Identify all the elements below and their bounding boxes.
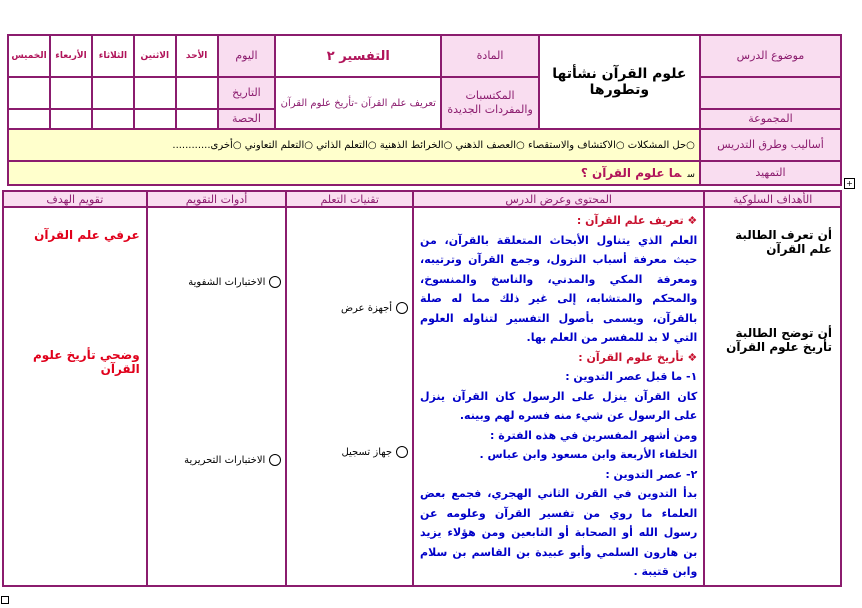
content-para-5: بدأ التدوين في القرن الثاني الهجري، فجمع بعض العلماء ما روي من تفسير القرآن وعلومه عن رسول الله أو الصحابة أو التابعين ومن هؤلاء يزيد بن هارون السلمي وأبو عبيدة بن القاسم بن سلام وابن قتيبة . [420,487,698,578]
period-label: الحصة [218,109,276,129]
tool-1-label: الاختبارات الشفوية [188,276,266,288]
col-eval-header: تقويم الهدف [3,191,147,207]
methods-label: أساليب وطرق التدريس [700,129,841,161]
topic-spacer [700,77,841,109]
eval-2: وضحي تأريخ علوم القرآن [33,348,140,376]
tools-cell [147,207,287,586]
day-label: اليوم [218,35,276,77]
tool-2-radio-icon[interactable] [269,454,281,466]
tech-1-label: أجهزة عرض [340,302,393,314]
content-para-3: ومن أشهر المفسرين في هذه الفترة : [489,428,698,442]
tool-1-radio-icon[interactable] [269,276,281,288]
eval-cell [3,207,147,586]
paragraph-mark [1,596,9,604]
subject-label: المادة [441,35,539,77]
day-thursday: الخميس [8,35,50,77]
date-cell-1[interactable] [176,77,218,109]
period-cell-2[interactable] [134,109,176,129]
content-subheading-1: ١- ما قبل عصر التدوين : [565,370,698,383]
content-heading-history: ❖ تأريخ علوم القرآن : [578,350,698,364]
tech-option-1[interactable] [341,302,408,314]
lesson-title: علوم القرآن نشأتها وتطورها [539,35,700,129]
period-cell-5[interactable] [8,109,50,129]
col-tech-header: تقنيات التعلم [286,191,413,207]
intro-prefix: س [687,170,695,180]
lesson-plan-table [2,190,842,587]
intro-label: التمهيد [700,161,841,185]
goal-2: أن توضح الطالبة تأريخ علوم القرآن [726,326,832,354]
table-move-handle[interactable]: + [844,178,855,189]
date-cell-2[interactable] [134,77,176,109]
goal-1: أن تعرف الطالبة علم القرآن [735,228,832,256]
date-cell-3[interactable] [92,77,134,109]
date-label: التاريخ [218,77,276,109]
tech-option-2[interactable] [341,446,408,458]
acquired-label: المكتسبات والمفردات الجديدة [441,77,539,129]
new-vocab: تعريف علم القرآن -تأريخ علوم القرآن [275,77,441,129]
tech-1-radio-icon[interactable] [396,302,408,314]
goals-cell [704,207,841,586]
period-cell-3[interactable] [92,109,134,129]
col-content-header: المحتوى وعرض الدرس [413,191,704,207]
day-sunday: الأحد [176,35,218,77]
content-definition: العلم الذي يتناول الأبحاث المتعلقة بالقرآن، من حيث معرفة أسباب النزول، وجمع القرآن وترتيبه، ومعرفة المكي والمدني، والناسخ والمنسوخ، والمحكم والمتشابه، إلى غير ذلك مما له صلة بالقرآن، ويسمى بأصول التفسير لتناوله العلوم التي لا بد للمفسر من العلم بها. [420,233,698,344]
intro-question-cell [8,161,700,185]
col-tools-header: أدوات التقويم [147,191,287,207]
eval-1: عرفي علم القرآن [34,228,140,242]
tech-cell [286,207,413,586]
date-cell-5[interactable] [8,77,50,109]
tech-2-radio-icon[interactable] [396,446,408,458]
tech-2-label: جهاز تسجيل [341,446,393,458]
subject-name: التفسير ٢ [275,35,441,77]
day-tuesday: الثلاثاء [92,35,134,77]
col-goals-header: الأهداف السلوكية [704,191,841,207]
day-monday: الاثنين [134,35,176,77]
intro-question: ما علوم القرآن ؟ [580,166,682,180]
day-wednesday: الأربعاء [50,35,92,77]
tool-2-label: الاختبارات التحريرية [184,454,266,466]
content-cell [413,207,704,586]
content-subheading-2: ٢- عصر التدوين : [605,467,698,481]
content-para-2: كان القرآن ينزل على الرسول كان القرآن ينزل على الرسول عن شيء منه فسره لهم وبينه. [420,389,698,422]
topic-label: موضوع الدرس [700,35,841,77]
period-cell-1[interactable] [176,109,218,129]
group-label: المجموعة [700,109,841,129]
tool-option-1[interactable] [188,276,281,288]
period-cell-4[interactable] [50,109,92,129]
teaching-methods: ○حل المشكلات ○الاكتشاف والاستقصاء ○العصف الذهني ○الخرائط الذهنية ○التعلم الذاتي ○التعلم التعاوني ○أخرى............ [8,129,700,161]
content-para-4: الخلفاء الأربعة وابن مسعود وابن عباس . [479,448,698,461]
tool-option-2[interactable] [184,454,281,466]
content-heading-definition: ❖ تعريف علم القرآن : [576,214,698,227]
date-cell-4[interactable] [50,77,92,109]
lesson-header-table [7,34,842,186]
